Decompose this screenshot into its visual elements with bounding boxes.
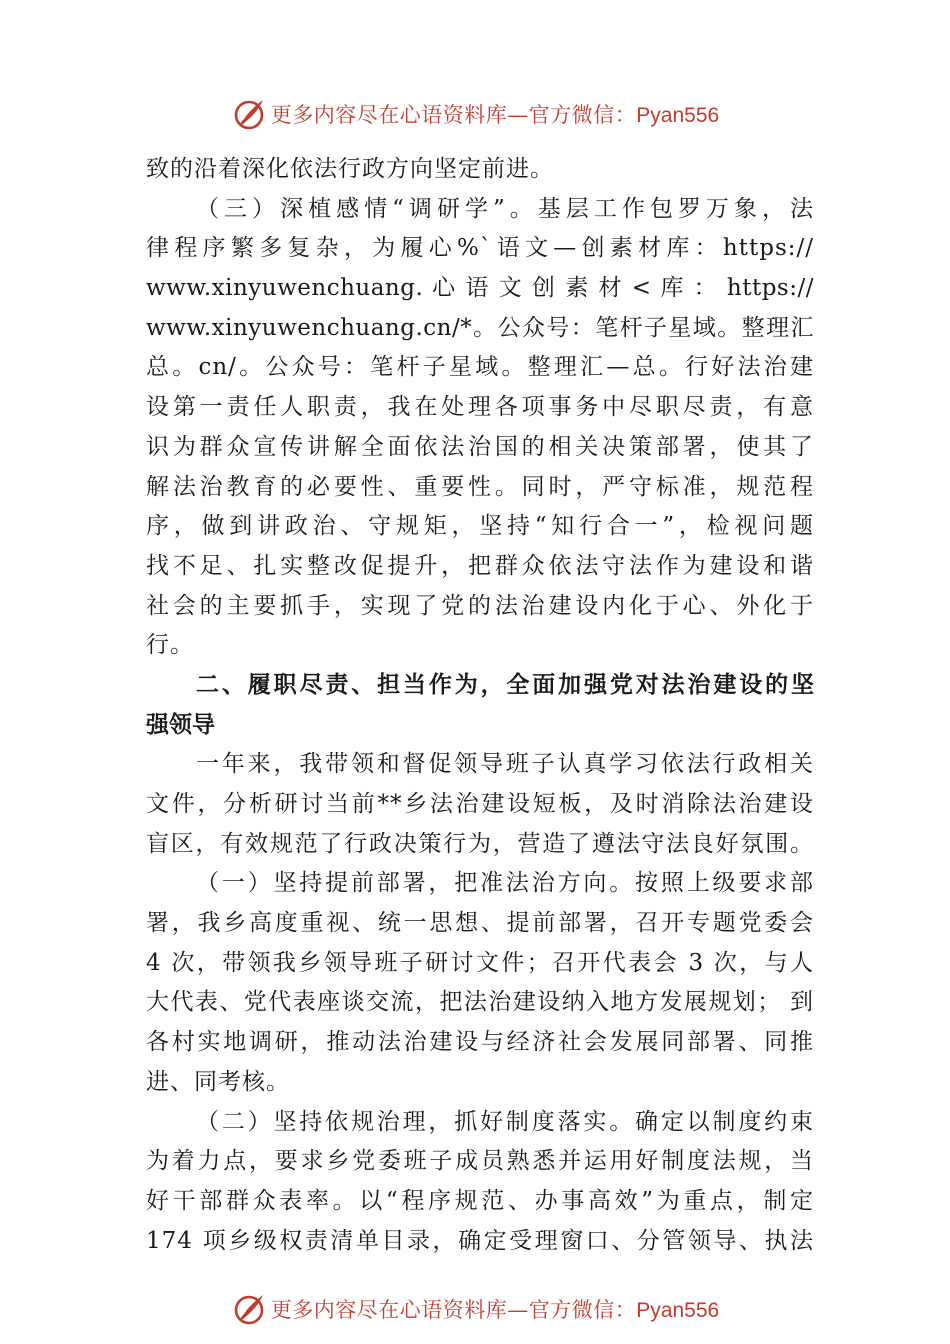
paragraph-line: www.xinyuwenchuang. 心 语 文 创 素 材 < 库 ： https:// <box>146 275 814 302</box>
paragraph-line: 找不足、扎实整改促提升，把群众依法守法作为建设和谐 <box>146 552 814 579</box>
paragraph-line: 一年来，我带领和督促领导班子认真学习依法行政相关 <box>196 751 814 778</box>
paragraph-line: 4 次，带领我乡领导班子研讨文件；召开代表会 3 次，与人 <box>146 949 814 976</box>
paragraph-line: 署，我乡高度重视、统一思想、提前部署，召开专题党委会 <box>146 910 814 937</box>
paragraph-line: 盲区，有效规范了行政决策行为，营造了遵法守法良好氛围。 <box>146 830 814 857</box>
paragraph-line: （一）坚持提前部署，把准法治方向。按照上级要求部 <box>196 870 814 897</box>
paragraph-line: 总。cn/。公众号：笔杆子星域。整理汇—总。行好法治建 <box>146 354 814 381</box>
document-body <box>146 150 814 1261</box>
paragraph-line: （二）坚持依规治理，抓好制度落实。确定以制度约束 <box>196 1108 814 1135</box>
watermark-text: 更多内容尽在心语资料库—官方微信：Pyan556 <box>270 1298 720 1322</box>
paragraph-line: 律程序繁多复杂，为履心%`语文—创素材库：https:// <box>146 235 814 262</box>
paragraph-line: 社会的主要抓手，实现了党的法治建设内化于心、外化于 <box>146 592 814 619</box>
section-heading-line: 强领导 <box>146 711 215 738</box>
paragraph-line: 设第一责任人职责，我在处理各项事务中尽职尽责，有意 <box>146 394 814 421</box>
paragraph-line: 序，做到讲政治、守规矩，坚持“知行合一”，检视问题 <box>146 513 814 540</box>
quill-logo-icon <box>231 96 267 132</box>
paragraph-line: 174 项乡级权责清单目录，确定受理窗口、分管领导、执法 <box>146 1227 814 1254</box>
quill-logo-icon <box>231 1291 267 1327</box>
paragraph-line: 大代表、党代表座谈交流，把法治建设纳入地方发展规划； 到 <box>146 989 814 1016</box>
paragraph-line: 进、同考核。 <box>146 1068 290 1095</box>
paragraph-line: 致的沿着深化依法行政方向坚定前进。 <box>146 156 554 182</box>
paragraph-line: 为着力点，要求乡党委班子成员熟悉并运用好制度法规，当 <box>146 1148 814 1175</box>
watermark-text: 更多内容尽在心语资料库—官方微信：Pyan556 <box>270 103 720 127</box>
paragraph-line: 识为群众宣传讲解全面依法治国的相关决策部署，使其了 <box>146 433 814 460</box>
section-heading-line: 二、履职尽责、担当作为，全面加强党对法治建设的坚 <box>196 671 814 698</box>
paragraph-line: 文件，分析研讨当前**乡法治建设短板，及时消除法治建设 <box>146 791 814 817</box>
paragraph-line: 解法治教育的必要性、重要性。同时，严守标准，规范程 <box>146 473 814 500</box>
header-watermark <box>0 92 950 136</box>
footer-watermark <box>0 1287 950 1331</box>
paragraph-line: 好干部群众表率。以“程序规范、办事高效”为重点，制定 <box>146 1187 814 1214</box>
paragraph-line: www.xinyuwenchuang.cn/*。公众号：笔杆子星域。整理汇 <box>146 314 814 341</box>
paragraph-line: 各村实地调研，推动法治建设与经济社会发展同部署、同推 <box>146 1029 814 1056</box>
paragraph-line: 行。 <box>146 632 194 659</box>
paragraph-line: （三）深植感情“调研学”。基层工作包罗万象，法 <box>196 195 814 222</box>
